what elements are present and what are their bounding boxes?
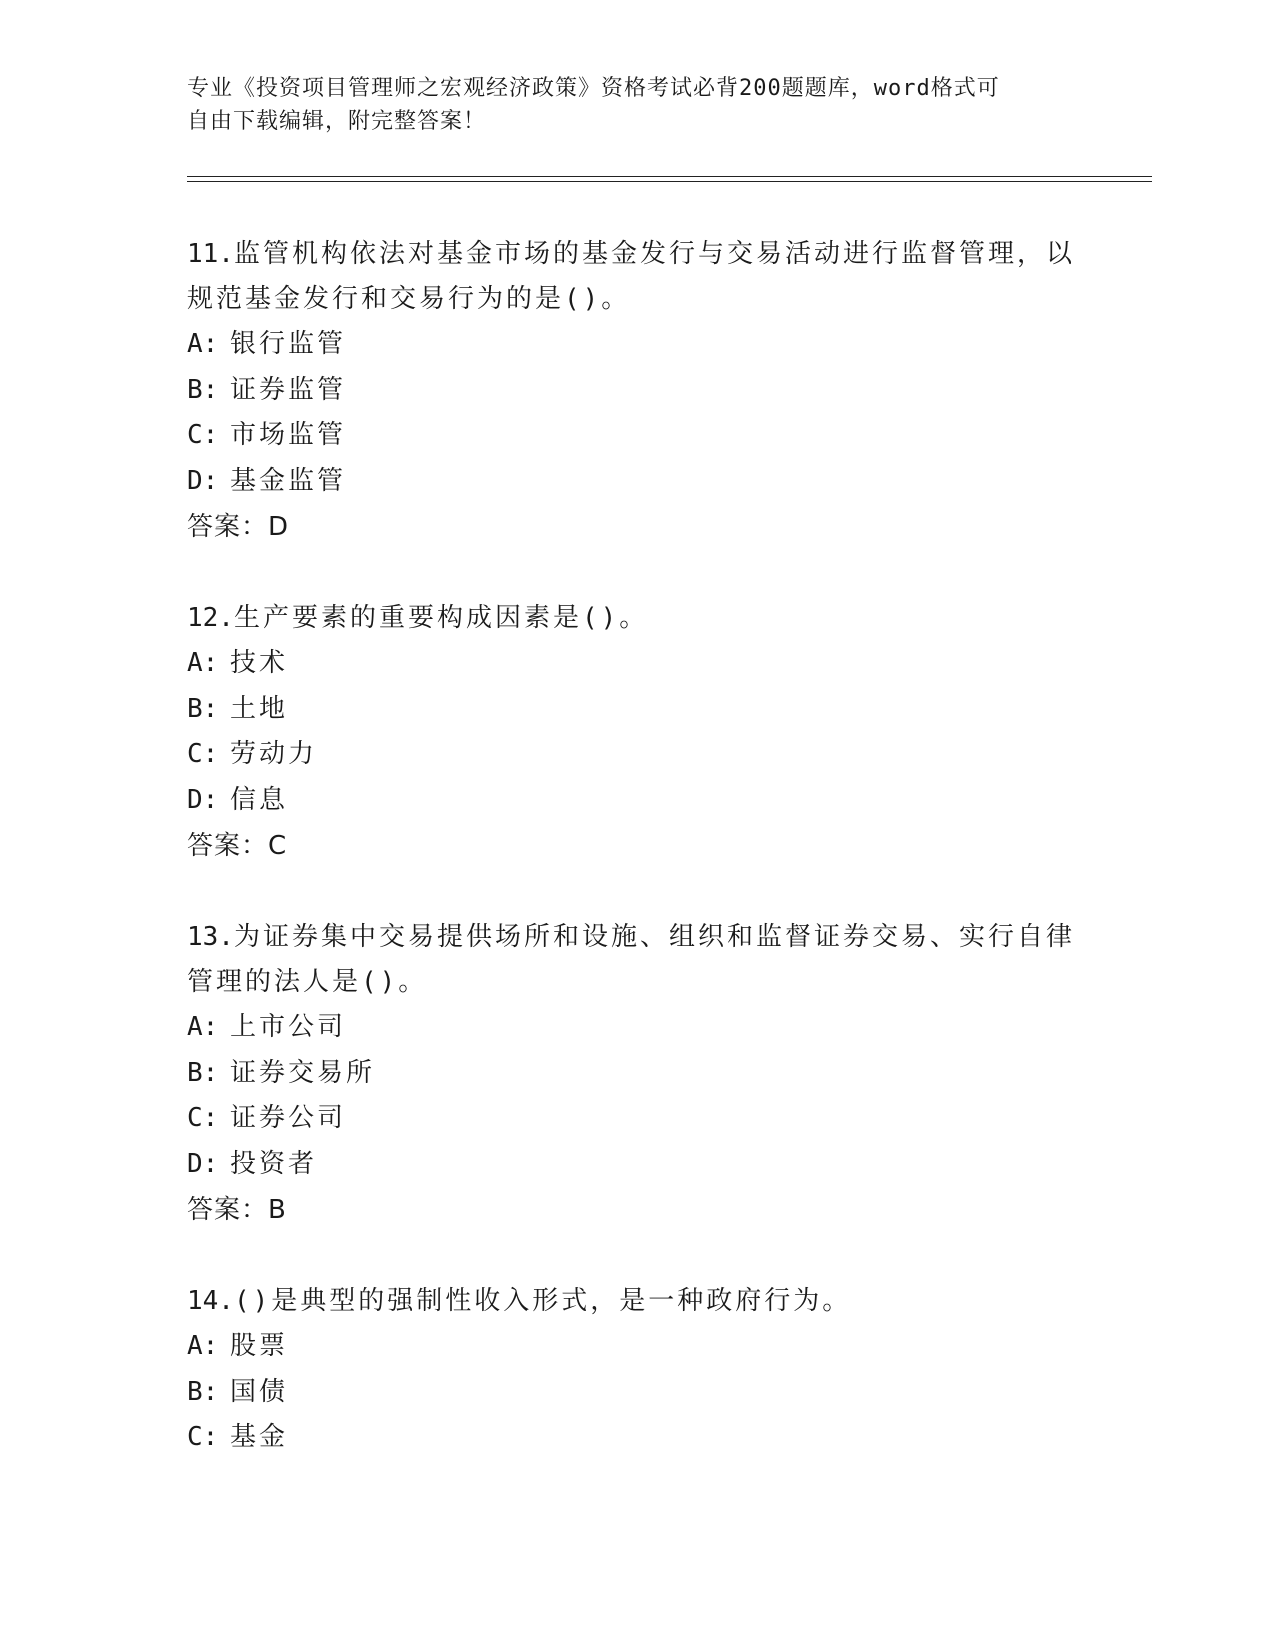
option-b xyxy=(187,1370,1087,1416)
option-label: 股票 xyxy=(230,1331,289,1361)
question-text-line-2: 规范基金发行和交易行为的是()。 xyxy=(187,284,631,314)
option-d xyxy=(187,459,1087,505)
question-stem xyxy=(187,915,1087,960)
option-key: D: xyxy=(187,1148,219,1179)
answer-line: 答案：D xyxy=(187,512,290,542)
option-key: C: xyxy=(187,1103,219,1133)
option-label: 信息 xyxy=(230,784,289,815)
option-key: A: xyxy=(187,1331,219,1361)
option-key: B: xyxy=(187,1376,219,1407)
question-stem xyxy=(187,1279,1087,1324)
option-label: 市场监管 xyxy=(230,420,347,450)
header-divider-top xyxy=(187,176,1152,177)
option-d xyxy=(187,778,1087,824)
option-label: 技术 xyxy=(230,648,289,678)
option-label: 银行监管 xyxy=(230,329,347,359)
question-text-line-1: 监管机构依法对基金市场的基金发行与交易活动进行监督管理，以 xyxy=(233,239,1075,269)
option-key: B: xyxy=(187,374,219,405)
question-12 xyxy=(187,596,1087,869)
question-stem xyxy=(187,596,1087,641)
option-a xyxy=(187,1005,1087,1051)
option-key: C: xyxy=(187,1422,219,1452)
question-text-line-1: ()是典型的强制性收入形式，是一种政府行为。 xyxy=(233,1286,852,1316)
question-13 xyxy=(187,915,1087,1233)
option-key: A: xyxy=(187,648,219,678)
document-header xyxy=(187,72,1087,138)
option-c xyxy=(187,1096,1087,1142)
question-list xyxy=(187,232,1087,1507)
question-14 xyxy=(187,1279,1087,1461)
option-label: 证券公司 xyxy=(230,1103,347,1133)
option-a xyxy=(187,1324,1087,1370)
option-b xyxy=(187,687,1087,733)
option-label: 上市公司 xyxy=(230,1012,347,1042)
option-label: 证券监管 xyxy=(230,374,347,405)
option-a xyxy=(187,641,1087,687)
header-line-2: 自由下载编辑，附完整答案！ xyxy=(187,109,487,134)
question-number: 14. xyxy=(187,1286,234,1316)
answer-line: 答案：B xyxy=(187,1195,287,1225)
option-key: B: xyxy=(187,1057,219,1088)
answer-line: 答案：C xyxy=(187,831,288,861)
option-c xyxy=(187,1415,1087,1461)
question-number: 13. xyxy=(187,922,234,952)
option-b xyxy=(187,1051,1087,1097)
option-label: 基金 xyxy=(230,1422,289,1452)
question-text-line-2: 管理的法人是()。 xyxy=(187,967,428,997)
option-label: 国债 xyxy=(230,1376,289,1407)
option-label: 证券交易所 xyxy=(230,1057,376,1088)
option-label: 劳动力 xyxy=(230,739,318,769)
header-divider-bottom xyxy=(187,181,1152,182)
question-text-line-1: 生产要素的重要构成因素是()。 xyxy=(233,603,649,633)
option-a xyxy=(187,322,1087,368)
option-key: A: xyxy=(187,1012,219,1042)
option-c xyxy=(187,732,1087,778)
question-11 xyxy=(187,232,1087,550)
option-key: D: xyxy=(187,465,219,496)
option-label: 投资者 xyxy=(230,1148,318,1179)
question-number: 11. xyxy=(187,239,234,269)
option-key: A: xyxy=(187,329,219,359)
option-key: D: xyxy=(187,784,219,815)
option-label: 土地 xyxy=(230,693,289,724)
option-c xyxy=(187,413,1087,459)
option-b xyxy=(187,368,1087,414)
header-line-1: 专业《投资项目管理师之宏观经济政策》资格考试必背200题题库，word格式可 xyxy=(187,76,1000,101)
option-key: C: xyxy=(187,739,219,769)
question-number: 12. xyxy=(187,603,234,633)
option-key: B: xyxy=(187,693,219,724)
question-stem xyxy=(187,232,1087,277)
option-label: 基金监管 xyxy=(230,465,347,496)
option-key: C: xyxy=(187,420,219,450)
option-d xyxy=(187,1142,1087,1188)
question-text-line-1: 为证券集中交易提供场所和设施、组织和监督证券交易、实行自律 xyxy=(233,922,1075,952)
